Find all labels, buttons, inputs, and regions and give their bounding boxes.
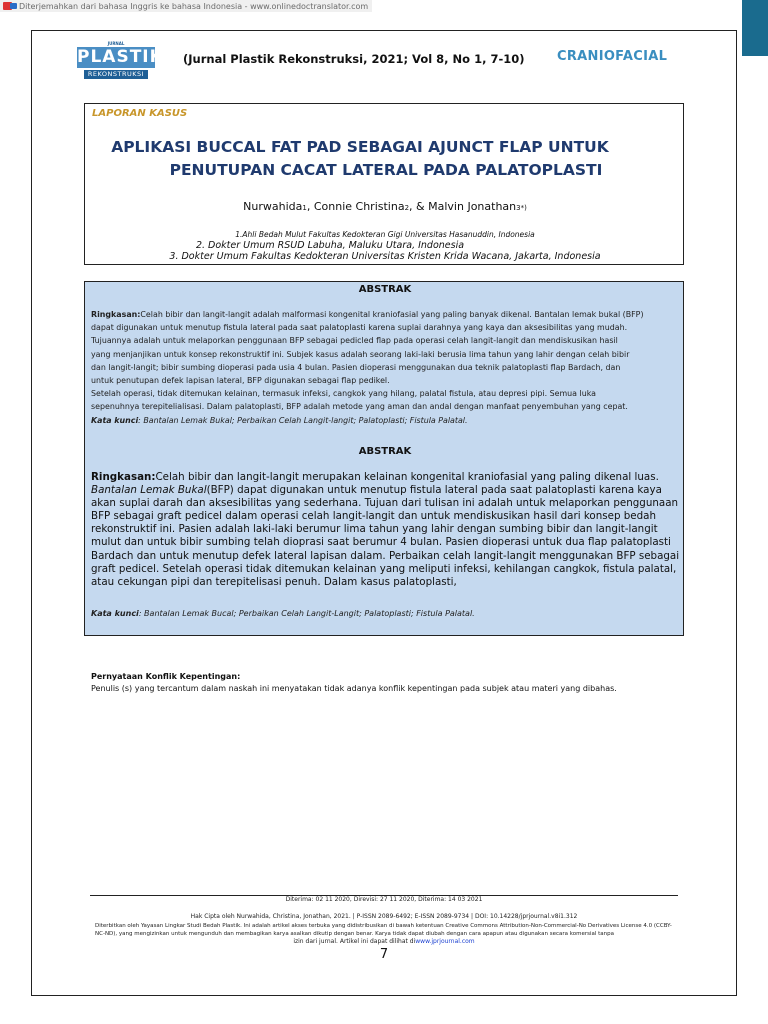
abstract-line: Bardach dan untuk menutup defek lateral lapisan dalam. Perbaikan celah langit-langit menggunakan BFP sebagai	[91, 549, 680, 562]
translator-banner-text[interactable]: Diterjemahkan dari bahasa Inggris ke bahasa Indonesia - www.onlinedoctranslator.com	[19, 1, 369, 11]
abstract-label: Ringkasan:	[91, 310, 141, 319]
article-title-line-2: PENUTUPAN CACAT LATERAL PADA PALATOPLASTI	[169, 161, 603, 179]
author-list	[85, 200, 685, 213]
abstract-line: yang menjanjikan untuk konsep rekonstruktif ini. Subjek kasus adalah seorang laki-laki berusia lima tahun yang lahir dengan celah bibir	[91, 349, 630, 359]
abstract-line-text: Celah bibir dan langit-langit adalah malformasi kongenital kraniofasial yang paling banyak dikenal. Bantalan lemak bukal (BFP)	[140, 310, 644, 319]
abstract-box	[84, 281, 684, 636]
page-number: 7	[379, 947, 389, 962]
abstract-line	[91, 308, 677, 321]
abstract-line: dan langit-langit; bibir sumbing dioperasi pada usia 4 bulan. Pasien dioperasi menggunakan dua teknik palatoplasti flap Bardach, dan	[91, 362, 621, 372]
abstract-line: untuk penutupan defek lapisan lateral, BFP digunakan sebagai flap pedikel.	[91, 376, 390, 386]
title-box	[84, 103, 684, 265]
author-affil-mark: 1	[302, 204, 307, 212]
abstract-body-large	[91, 471, 681, 589]
keywords-label: Kata kunci	[91, 609, 139, 618]
abstract-heading: ABSTRAK	[358, 284, 412, 295]
logo-main-text: PLASTIK	[77, 47, 164, 67]
affiliation-2: 2. Dokter Umum RSUD Labuha, Maluku Utara, Indonesia	[195, 240, 465, 251]
logo-sub-text: REKONSTRUKSI	[84, 70, 148, 79]
footer-contact-text: izin dari jurnal. Artikel ini dapat dilihat di	[293, 938, 416, 945]
author-affil-mark: 2	[404, 204, 410, 212]
article-title	[85, 136, 685, 182]
translator-banner[interactable]	[0, 0, 372, 12]
keywords-text: : Bantalan Lemak Bukal; Perbaikan Celah Langit-langit; Palatoplasti; Fistula Palatal.	[138, 415, 468, 425]
affiliation-1: 1.Ahli Bedah Mulut Fakultas Kedokteran Gigi Universitas Hasanuddin, Indonesia	[235, 230, 535, 239]
abstract-line: sepenuhnya terepitelialisasi. Dalam palatoplasti, BFP adalah metode yang aman dan andal dengan manfaat penyembuhan yang cepat.	[91, 402, 628, 412]
footer-dates: Diterima: 02 11 2020, Direvisi: 27 11 2020, Diterima: 14 03 2021	[285, 896, 483, 903]
author-separator: ,	[306, 200, 314, 213]
abstract-line: atau cekungan pipi dan terepitelisasi penuh. Dalam kasus palatoplasti,	[91, 575, 457, 588]
abstract-line	[91, 484, 681, 497]
author-separator: , &	[409, 200, 429, 213]
pdf-translate-icon	[3, 1, 17, 11]
abstract-line: rekonstruktif ini. Pasien adalah laki-laki berumur lima tahun yang lahir dengan sumbing bibir dan langit-langit	[91, 523, 658, 536]
author-name: Nurwahida	[243, 200, 303, 213]
footer-license: Diterbitkan oleh Yayasan Lingkar Studi Bedah Plastik. Ini adalah artikel akses terbuka yang didistribusikan di bawah ketentuan Creative Commons Attribution-Non-Commercial-No Derivatives License 4.0 (CCBY-NC-ND), yang mengizinkan untuk mengunduh dan membagikan karya asalkan dikutip dengan benar. Karya tidak dapat diubah dengan cara apapun atau digunakan secara komersial tanpa	[95, 923, 672, 937]
abstract-line-text: Celah bibir dan langit-langit merupakan kelainan kongenital kraniofasial yang paling dikenal luas.	[155, 471, 659, 483]
abstract-line: BFP sebagai graft pedicel dalam operasi celah langit-langit dan untuk mendiskusikan hasil dari konsep bedah	[91, 510, 656, 523]
journal-website-link[interactable]: www.jprjournal.com	[415, 938, 475, 945]
case-report-label: LAPORAN KASUS	[92, 108, 188, 119]
abstract-line	[91, 471, 681, 484]
logo-small-text: JURNAL	[107, 41, 125, 46]
footer-copyright: Hak Cipta oleh Nurwahida, Christina, Jonathan, 2021. | P-ISSN 2089-6492; E-ISSN 2089-9734 | DOI: 10.14228/jprjournal.v8i1.312	[190, 913, 578, 920]
abstract-line: dapat digunakan untuk menutup fistula lateral pada saat palatoplasti karena suplai darahnya yang kaya dan aksesibilitas yang mudah.	[91, 323, 628, 333]
keywords-label: Kata kunci	[91, 415, 139, 425]
author-name: Malvin Jonathan	[428, 200, 517, 213]
keywords-line	[91, 414, 677, 427]
conflict-statement-title: Pernyataan Konflik Kepentingan:	[91, 672, 241, 681]
abstract-line: Tujuannya adalah untuk melaporkan penggunaan BFP sebagai pedicled flap pada operasi celah langit-langit dan mendiskusikan hasil	[91, 336, 618, 346]
article-title-line-1: APLIKASI BUCCAL FAT PAD SEBAGAI AJUNCT FLAP UNTUK	[111, 138, 609, 156]
conflict-statement-text: Penulis (s) yang tercantum dalam naskah ini menyatakan tidak adanya konflik kepentingan pada subjek atau materi yang dibahas.	[91, 684, 617, 693]
abstract-label: Ringkasan:	[91, 471, 156, 483]
journal-reference: (Jurnal Plastik Rekonstruksi, 2021; Vol 8, No 1, 7-10)	[183, 52, 525, 66]
abstract-line: graft pedicel. Setelah operasi tidak ditemukan kelainan yang meliputi infeksi, kehilangan cangkok, fistula palatal,	[91, 562, 677, 575]
abstract-line-text: (BFP) dapat digunakan untuk menutup fistula lateral pada saat palatoplasti karena kaya	[206, 484, 662, 497]
affiliation-3: 3. Dokter Umum Fakultas Kedokteran Universitas Kristen Krida Wacana, Jakarta, Indonesia	[169, 251, 601, 262]
author-affil-mark: 3*)	[516, 204, 527, 212]
abstract-heading: ABSTRAK	[358, 446, 412, 457]
abstract-line: akan suplai darah dan aksesibilitas yang sederhana. Tujuan dari tulisan ini adalah untuk melaporkan penggunaan	[91, 497, 679, 510]
abstract-line: Setelah operasi, tidak ditemukan kelainan, termasuk infeksi, cangkok yang hilang, palatal fistula, atau depresi pipi. Semua luka	[91, 389, 596, 399]
keywords-line	[91, 609, 475, 618]
abstract-body-small	[91, 308, 677, 427]
footer-contact	[90, 938, 678, 945]
abstract-italic-term: Bantalan Lemak Bukal	[91, 484, 207, 497]
corner-tab	[742, 0, 768, 56]
section-tag: CRANIOFACIAL	[557, 49, 668, 64]
keywords-text: : Bantalan Lemak Bucal; Perbaikan Celah Langit-Langit; Palatoplasti; Fistula Palatal.	[138, 609, 475, 618]
abstract-line: mulut dan untuk bibir sumbing telah dioprasi saat berumur 4 bulan. Pasien dioperasi untuk dua flap palatoplasti	[91, 536, 671, 549]
journal-logo	[77, 41, 164, 81]
author-name: Connie Christina	[313, 200, 405, 213]
